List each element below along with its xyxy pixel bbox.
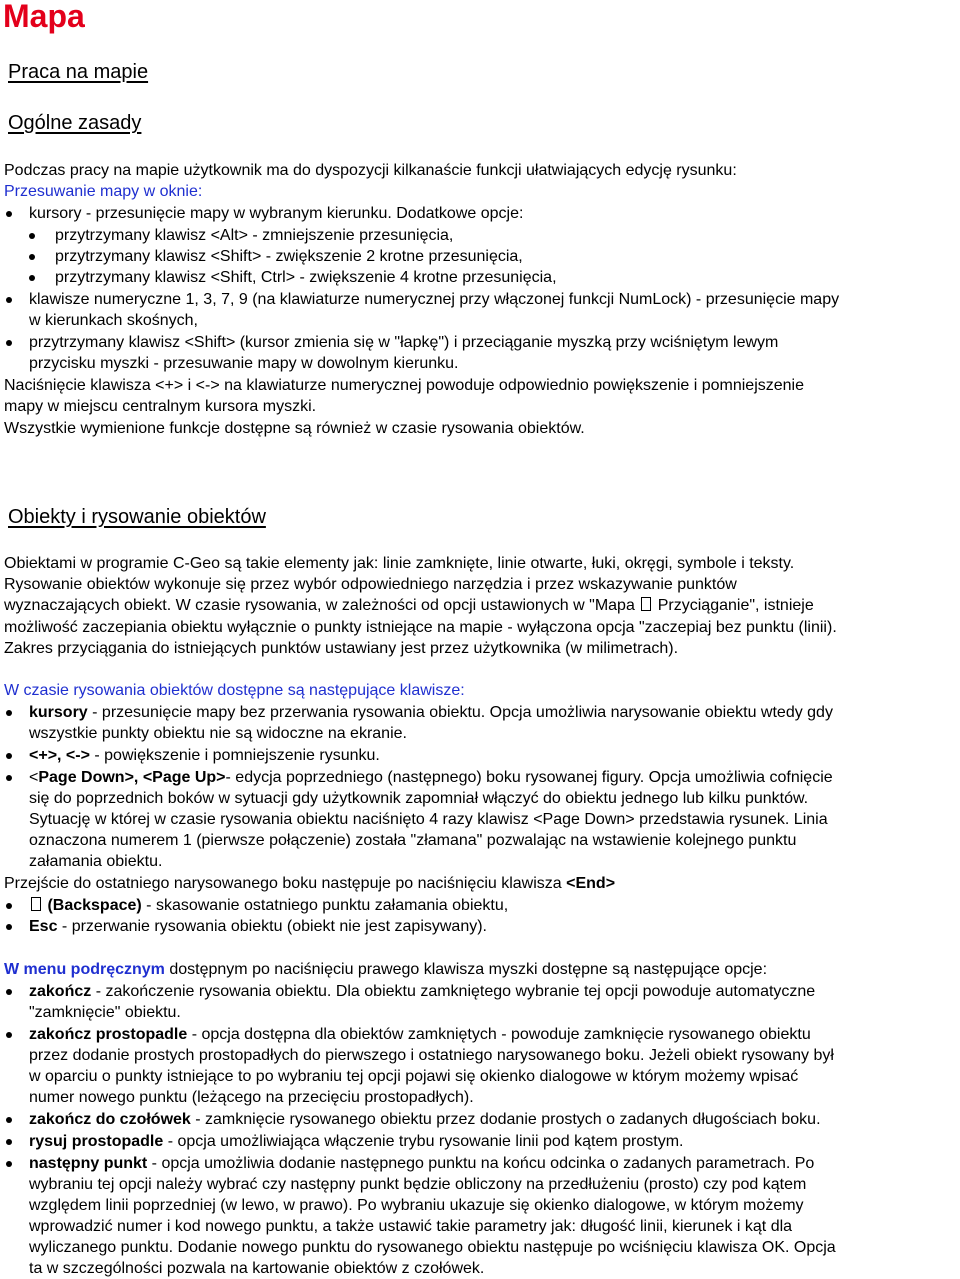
key-item: [29, 895, 508, 916]
key-prefix: <: [29, 769, 39, 786]
list-item: klawisze numeryczne 1, 3, 7, 9 (na klawiaturze numerycznej przy włączonej funkcji NumLock) - przesunięcie mapy: [29, 291, 840, 308]
all-functions-text: Wszystkie wymienione funkcje dostępne są również w czasie rysowania obiektów.: [4, 420, 585, 437]
key-item: [29, 745, 380, 766]
menu-item-cont: wprowadzić numer i kod nowego punktu, a także ustawić takie parametry jak: długość linii, kierunek i kąt dla: [29, 1218, 793, 1235]
menu-item-cont: wybraniu tej opcji należy wybrać czy następny punkt będzie obliczony na przedłużeniu (prosto) czy pod kątem: [29, 1176, 807, 1193]
option-desc: - opcja umożliwiająca włączenie trybu rysowanie linii pod kątem prostym.: [163, 1133, 684, 1150]
option-name: zakończ prostopadle: [29, 1026, 188, 1043]
objects-text-part: Przyciąganie", istnieje: [657, 597, 814, 614]
bullet: [6, 989, 12, 995]
zoom-text: Naciśnięcie klawisza <+> i <-> na klawiaturze numerycznej powoduje odpowiednio powiększenie i pomniejszenie: [4, 377, 804, 394]
key-item: [29, 916, 487, 937]
list-item: przytrzymany klawisz <Shift> - zwiększenie 2 krotne przesunięcia,: [55, 248, 523, 265]
objects-text-part: wyznaczających obiekt. W czasie rysowania, w zależności od opcji ustawionych w "Mapa: [4, 597, 635, 614]
bullet: [6, 1032, 12, 1038]
menu-item: [29, 981, 815, 1002]
bullet: [6, 211, 12, 217]
key-name: Esc: [29, 918, 58, 935]
bullet: [6, 924, 12, 930]
menu-item-cont: numer nowego punktu (leżącego na przecięciu prostopadłych).: [29, 1089, 474, 1106]
menu-item: [29, 1153, 814, 1174]
option-desc: - opcja dostępna dla obiektów zamkniętych - powoduje zamknięcie rysowanego obiektu: [187, 1026, 811, 1043]
menu-item-cont: w oparciu o punkty istniejące to po wybraniu tej opcji pojawi się okienko dialogowe w którym możemy wpisać: [29, 1068, 799, 1085]
keys-heading: W czasie rysowania obiektów dostępne są następujące klawisze:: [4, 682, 465, 699]
bullet: [6, 903, 12, 909]
menu-item: [29, 1109, 821, 1130]
option-name: zakończ do czołówek: [29, 1111, 191, 1128]
heading-ogolne-zasady: Ogólne zasady: [8, 112, 142, 134]
last-side-text: [4, 873, 615, 894]
backspace-glyph-icon: [31, 897, 41, 911]
key-name: <+>, <->: [29, 747, 90, 764]
last-side-desc: Przejście do ostatniego narysowanego boku następuje po naciśnięciu klawisza: [4, 875, 567, 892]
key-item-cont: załamania obiektu.: [29, 853, 163, 870]
objects-text: Rysowanie obiektów wykonuje się przez wybór odpowiedniego narzędzia i przez wskazywanie punktów: [4, 576, 737, 593]
key-name: Page Down>, <Page Up>: [38, 769, 226, 786]
bullet: [6, 775, 12, 781]
key-desc: - skasowanie ostatniego punktu załamania obiektu,: [141, 897, 509, 914]
key-item: [29, 767, 833, 788]
key-item-cont: się do poprzednich boków w sytuacji gdy użytkownik zapomniał włączyć do obiektu jednego lub kilku punktów.: [29, 790, 809, 807]
heading-praca-na-mapie: Praca na mapie: [8, 61, 149, 83]
option-name: rysuj prostopadle: [29, 1133, 164, 1150]
objects-text: możliwość zaczepiania obiektu wyłącznie o punkty istniejące na mapie - wyłączona opcja "zaczepiaj bez punktu (linii).: [4, 619, 837, 636]
intro-text: Podczas pracy na mapie użytkownik ma do dyspozycji kilkanaście funkcji ułatwiających edycję rysunku:: [4, 162, 737, 179]
option-name: zakończ: [29, 983, 92, 1000]
bullet: [6, 1161, 12, 1167]
list-item: przytrzymany klawisz <Shift, Ctrl> - zwiększenie 4 krotne przesunięcia,: [55, 269, 557, 286]
bullet: [6, 340, 12, 346]
key-desc: - edycja poprzedniego (następnego) boku rysowanej figury. Opcja umożliwia cofnięcie: [225, 769, 833, 786]
menu-item-cont: względem linii poprzedniej (w lewo, w prawo). Po wybraniu ukazuje się okienko dialogowe, w którym możemy: [29, 1197, 804, 1214]
option-desc: - zamknięcie rysowanego obiektu przez dodanie prostych o zadanych długościach boku.: [190, 1111, 821, 1128]
menu-item-cont: wyliczanego punktu. Dodanie nowego punktu do rysowanego obiektu następuje po wciśnięciu klawisza OK. Opcja: [29, 1239, 836, 1256]
objects-text: Obiektami w programie C-Geo są takie elementy jak: linie zamknięte, linie otwarte, łuki, okręgi, symbole i teksty.: [4, 555, 795, 572]
option-name: następny punkt: [29, 1155, 148, 1172]
menu-item-cont: ta w szczególności pozwala na kartowanie obiektów z czołówek.: [29, 1260, 485, 1277]
menu-intro: [4, 959, 767, 980]
menu-item: [29, 1131, 683, 1152]
zoom-text-cont: mapy w miejscu centralnym kursora myszki.: [4, 398, 317, 415]
bullet: [29, 275, 35, 281]
menu-item-cont: przez dodanie prostych prostopadłych do pierwszego i ostatniego narysowanego boku. Jeżeli obiekt rysowany był: [29, 1047, 834, 1064]
key-desc: - powiększenie i pomniejszenie rysunku.: [89, 747, 380, 764]
heading-obiekty: Obiekty i rysowanie obiektów: [8, 506, 266, 528]
key-desc: - przesunięcie mapy bez przerwania rysowania obiektu. Opcja umożliwia narysowanie obiektu wtedy gdy: [87, 704, 833, 721]
bullet: [29, 254, 35, 260]
key-name: (Backspace): [47, 897, 142, 914]
last-side-key: <End>: [566, 875, 616, 892]
bullet: [29, 233, 35, 239]
objects-text: Zakres przyciągania do istniejących punktów ustawiany jest przez użytkownika (w milimetrach).: [4, 640, 679, 657]
page-title: Mapa: [3, 0, 85, 34]
list-item: kursory - przesunięcie mapy w wybranym kierunku. Dodatkowe opcje:: [29, 205, 524, 222]
bullet: [6, 710, 12, 716]
key-item-cont: oznaczona numerem 1 (pierwsze połączenie) została "złamana" pozwalając na wstawienie kolejnego punktu: [29, 832, 797, 849]
bullet: [6, 753, 12, 759]
key-item: [29, 702, 833, 723]
menu-intro-rest: dostępnym po naciśnięciu prawego klawisza myszki dostępne są następujące opcje:: [164, 961, 768, 978]
key-desc: - przerwanie rysowania obiektu (obiekt nie jest zapisywany).: [57, 918, 487, 935]
menu-intro-highlight: W menu podręcznym: [4, 961, 165, 978]
option-desc: - zakończenie rysowania obiektu. Dla obiektu zamkniętego wybranie tej opcji powoduje automatyczne: [91, 983, 816, 1000]
bullet: [6, 297, 12, 303]
objects-text: [4, 595, 814, 616]
bullet: [6, 1139, 12, 1145]
bullet: [6, 1117, 12, 1123]
menu-item-cont: "zamknięcie" obiektu.: [29, 1004, 181, 1021]
list-item: przytrzymany klawisz <Alt> - zmniejszenie przesunięcia,: [55, 227, 454, 244]
list-item-cont: przycisku myszki - przesuwanie mapy w dowolnym kierunku.: [29, 355, 459, 372]
key-name: kursory: [29, 704, 88, 721]
key-item-cont: wszystkie punkty obiektu nie są widoczne na ekranie.: [29, 725, 407, 742]
list-item: przytrzymany klawisz <Shift> (kursor zmienia się w "łapkę") i przeciąganie myszką przy wciśniętym lewym: [29, 334, 779, 351]
option-desc: - opcja umożliwia dodanie następnego punktu na końcu odcinka o zadanych parametrach. Po: [147, 1155, 815, 1172]
arrow-glyph-icon: [641, 597, 651, 611]
key-item-cont: Sytuację w której w czasie rysowania obiektu naciśnięto 4 razy klawisz <Page Down> przedstawia rysunek. Linia: [29, 811, 828, 828]
list-item-cont: w kierunkach skośnych,: [29, 312, 198, 329]
menu-item: [29, 1024, 811, 1045]
move-heading: Przesuwanie mapy w oknie:: [4, 183, 203, 200]
